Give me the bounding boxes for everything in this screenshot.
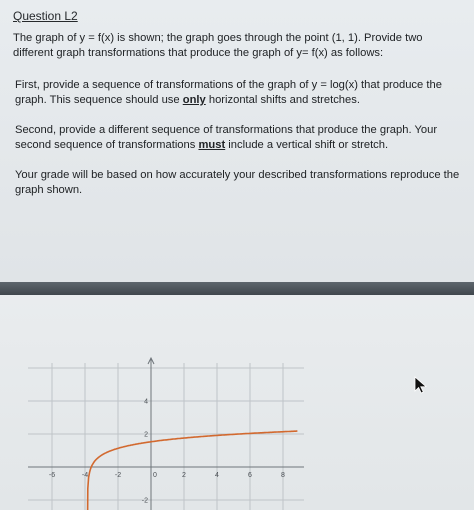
instruction-second-end: include a vertical shift or stretch. [225, 138, 389, 151]
question-title: Question L2 [13, 9, 78, 23]
grading-note: Your grade will be based on how accurately your described transformations reproduce the graph shown. [15, 169, 460, 196]
y-tick-label: 4 [144, 398, 148, 406]
x-tick-label: -2 [114, 472, 122, 479]
section-divider [0, 282, 474, 295]
x-tick-label: 8 [281, 472, 285, 479]
mouse-pointer-icon [414, 376, 428, 394]
instruction-second [15, 123, 465, 152]
x-tick-label: -6 [48, 472, 56, 479]
function-curve [88, 431, 298, 510]
instruction-first [15, 78, 465, 107]
emphasis-must: must [198, 138, 226, 151]
emphasis-only: only [182, 93, 206, 106]
x-tick-label: 0 [153, 472, 157, 479]
function-graph [28, 357, 308, 510]
instruction-first-text: First, provide a sequence of transformations of the graph of y = log(x) that produce the graph. This sequence should use [15, 79, 442, 106]
instruction-second-text: Second, provide a different sequence of transformations that produce the graph. Your second sequence of transformations [15, 124, 438, 151]
x-tick-label: 2 [182, 472, 186, 479]
x-tick-label: 6 [248, 472, 252, 479]
x-tick-label: -4 [81, 472, 89, 479]
instruction-first-end: horizontal shifts and stretches. [205, 93, 360, 106]
y-tick-label: 2 [144, 431, 148, 439]
graph-canvas [28, 357, 308, 510]
x-tick-label: 4 [215, 472, 219, 479]
y-tick-label: -2 [141, 497, 148, 505]
question-intro: The graph of y = f(x) is shown; the graph goes through the point (1, 1). Provide two different graph transformations that produce the graph of y= f(x) as follows: [13, 32, 423, 59]
